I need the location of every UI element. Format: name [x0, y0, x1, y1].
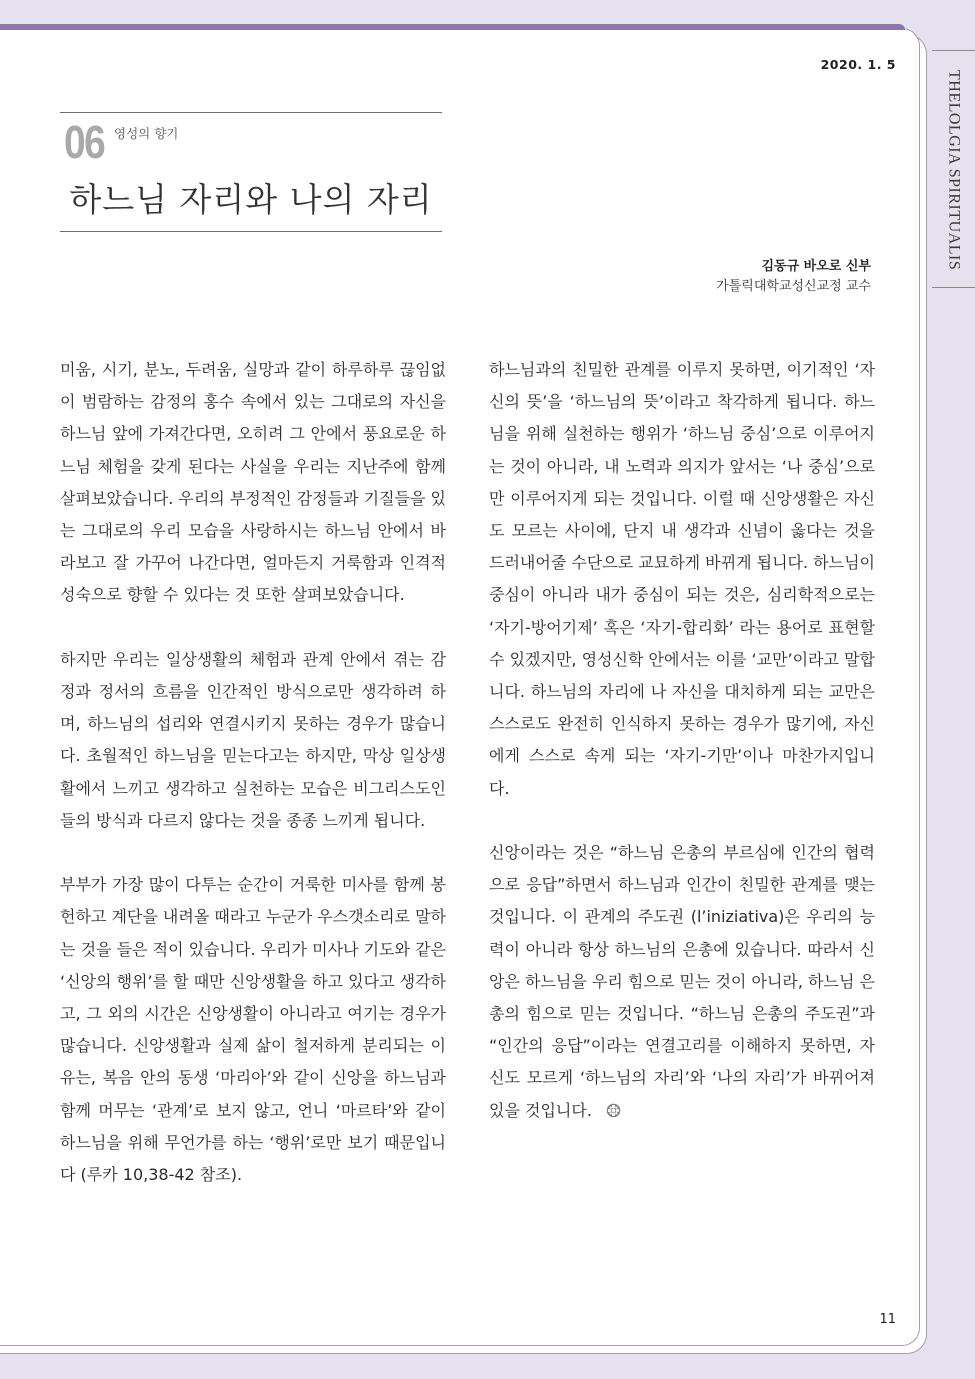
paragraph-text: 신앙이라는 것은 “하느님 은총의 부르심에 인간의 협력으로 응답”하면서 하느님과 인간이 친밀한 관계를 맺는 것입니다. 이 관계의 주도권 (l’iniziativa)은 우리의 능력이 아니라 항상 하느님의 은총에 있습니다. 따라서 신앙은 하느님을 우리 힘으로 믿는 것이 아니라, 하느님 은총의 힘으로 믿는 것입니다. “하느님 은총의 주도권”과 “인간의 응답”이라는 연결고리를 이해하지 못하면, 자신도 모르게 ‘하느님의 자리’와 ‘나의 자리’가 바뀌어져 있을 것입니다. — [489, 843, 875, 1120]
series-label: 영성의 향기 — [114, 126, 179, 141]
author-name: 김동규 바오로 신부 — [761, 259, 871, 274]
title-rule-top — [60, 112, 442, 113]
end-mark-icon — [606, 1103, 621, 1118]
issue-date: 2020. 1. 5 — [820, 57, 896, 72]
left-column — [60, 354, 446, 1223]
title-rule-bottom — [60, 231, 442, 232]
series-number: 06 — [64, 116, 105, 168]
right-column — [489, 354, 875, 1159]
paragraph: 하지만 우리는 일상생활의 체험과 관계 안에서 겪는 감정과 정서의 흐름을 인간적인 방식으로만 생각하려 하며, 하느님의 섭리와 연결시키지 못하는 경우가 많습니다. 초월적인 하느님을 믿는다고는 하지만, 막상 일상생활에서 느끼고 생각하고 실천하는 모습은 비그리스도인들의 방식과 다르지 않다는 것을 종종 느끼게 됩니다. — [60, 649, 446, 830]
top-color-band — [0, 24, 905, 30]
paragraph: 미움, 시기, 분노, 두려움, 실망과 같이 하루하루 끊임없이 범람하는 감정의 홍수 속에서 있는 그대로의 자신을 하느님 앞에 가져간다면, 오히려 그 안에서 풍요로운 하느님 체험을 갖게 된다는 사실을 우리는 지난주에 함께 살펴보았습니다. 우리의 부정적인 감정들과 기질들을 있는 그대로의 우리 모습을 사랑하시는 하느님 안에서 바라보고 잘 가꾸어 나간다면, 얼마든지 거룩함과 인격적 성숙으로 향할 수 있다는 것 또한 살펴보았습니다. — [60, 360, 447, 605]
paragraph: 부부가 가장 많이 다투는 순간이 거룩한 미사를 함께 봉헌하고 계단을 내려올 때라고 누군가 우스갯소리로 말하는 것을 들은 적이 있습니다. 우리가 미사나 기도와 같은 ‘신앙의 행위’를 할 때만 신앙생활을 하고 있다고 생각하고, 그 외의 시간은 신앙생활이 아니라고 여기는 경우가 많습니다. 신앙생활과 실제 삶이 철저하게 분리되는 이유는, 복음 안의 동생 ‘마리아’와 같이 신앙을 하느님과 함께 머무는 ‘관계’로 보지 않고, 언니 ‘마르타’와 같이 하느님을 위해 무언가를 하는 ‘행위’로만 보기 때문입니다 (루카 10,38-42 참조). — [60, 875, 447, 1185]
paragraph: 하느님과의 친밀한 관계를 이루지 못하면, 이기적인 ‘자신의 뜻’을 ‘하느님의 뜻’이라고 착각하게 됩니다. 하느님을 위해 실천하는 행위가 ‘하느님 중심’으로 이루어지는 것이 아니라, 내 노력과 의지가 앞서는 ‘나 중심’으로만 이루어지게 되는 것입니다. 이럴 때 신앙생활은 자신도 모르는 사이에, 단지 내 생각과 신념이 옳다는 것을 드러내어줄 수단으로 교묘하게 바뀌게 됩니다. 하느님이 중심이 아니라 내가 중심이 되는 것은, 심리학적으로는 ‘자기-방어기제’ 혹은 ‘자기-합리화’ 라는 용어로 표현할 수 있겠지만, 영성신학 안에서는 이를 ‘교만’이라고 말합니다. 하느님의 자리에 나 자신을 대치하게 되는 교만은 스스로도 완전히 인식하지 못하는 경우가 많기에, 자신에게 스스로 속게 되는 ‘자기-기만’이나 마찬가지입니다. — [489, 360, 876, 798]
article-title: 하느님 자리와 나의 자리 — [69, 180, 433, 219]
side-tab-label: THELOLGIA SPIRITUALIS — [945, 69, 963, 271]
page-number: 11 — [879, 1312, 896, 1327]
paragraph-last — [489, 837, 875, 1127]
author-role: 가톨릭대학교성신교정 교수 — [716, 279, 871, 294]
